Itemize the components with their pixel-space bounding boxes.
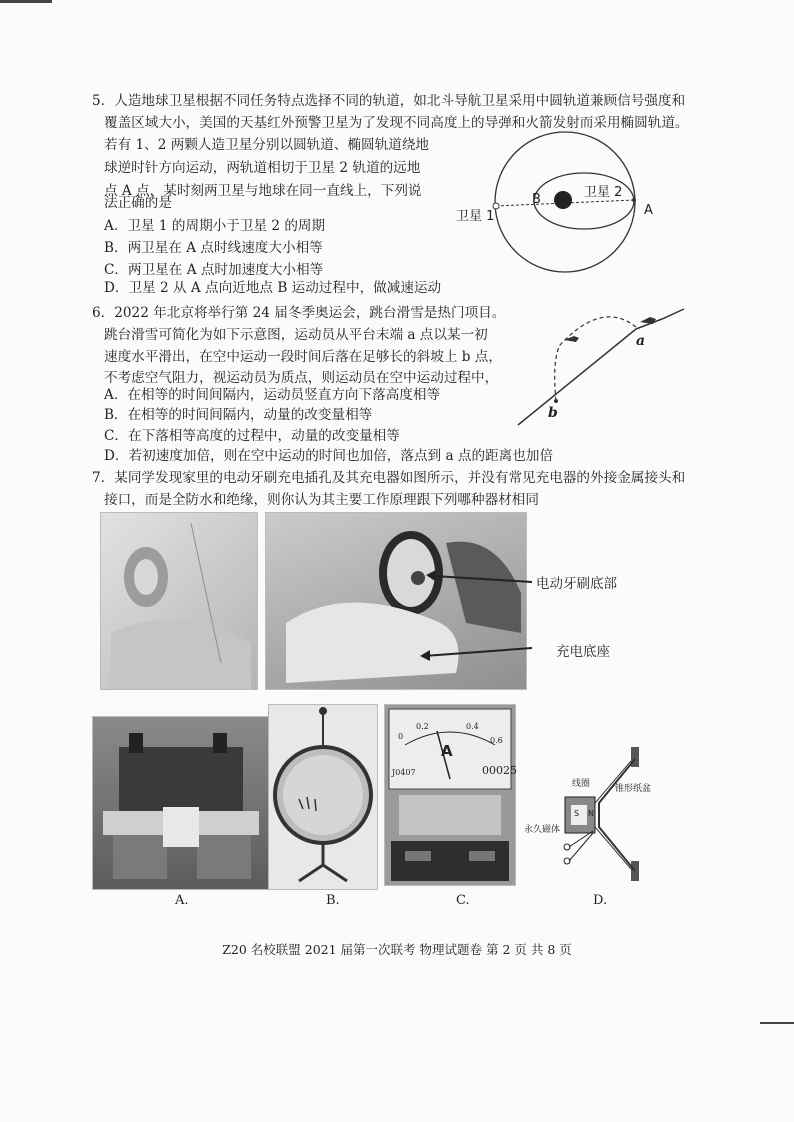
q5-line5: 点 A 点，某时刻两卫星与地球在同一直线上，下列说 <box>104 183 422 199</box>
toothbrush-photo <box>100 512 258 690</box>
trajectory <box>555 317 636 401</box>
q6-line4: 不考虑空气阻力，视运动员为质点，则运动员在空中运动过程中， <box>104 370 499 386</box>
choice-d-label: D. <box>593 893 608 908</box>
point-a-dot <box>632 198 636 202</box>
q5-line2: 覆盖区域大小，美国的天基红外预警卫星为了发现不同高度上的导弹和火箭发射而采用椭圆轨道。 <box>104 115 689 131</box>
choice-c-label: C. <box>456 893 470 908</box>
q5-line3: 若有 1、2 两颗人造卫星分别以圆轨道、椭圆轨道绕地 <box>104 137 430 153</box>
q6-option-c: C．在下落相等高度的过程中，动量的改变量相等 <box>104 428 400 444</box>
transformer-photo <box>92 716 270 890</box>
speaker-coil-label: 线圈 <box>572 779 591 789</box>
q5-option-a: A．卫星 1 的周期小于卫星 2 的周期 <box>104 218 326 234</box>
ammeter-tick-2: 0.4 <box>466 722 479 731</box>
point-b-dot <box>554 399 558 403</box>
electroscope-photo <box>268 704 378 890</box>
ammeter-tick-1: 0.2 <box>416 722 429 731</box>
sat2-label: 卫星 2 <box>584 185 623 200</box>
q5-option-d: D．卫星 2 从 A 点向近地点 B 运动过程中，做减速运动 <box>104 280 442 296</box>
slope-line <box>518 329 636 425</box>
ammeter-serial: 00025 <box>482 764 517 777</box>
point-a-label-ski: a <box>636 333 646 349</box>
q6-option-b: B．在相等的时间间隔内，动量的改变量相等 <box>104 407 373 423</box>
elliptical-orbit <box>534 173 634 229</box>
q6-option-d: D．若初速度加倍，则在空中运动的时间也加倍，落点到 a 点的距离也加倍 <box>104 448 554 464</box>
q5-line1: 5．人造地球卫星根据不同任务特点选择不同的轨道，如北斗导航卫星采用中圆轨道兼顾信号强度和 <box>92 93 686 109</box>
ammeter-photo <box>384 704 516 886</box>
label-charging-base: 充电底座 <box>556 644 610 660</box>
point-b-label: B <box>532 192 541 207</box>
skier-top-icon <box>640 317 656 324</box>
earth <box>554 191 572 209</box>
q6-option-a: A．在相等的时间间隔内，运动员竖直方向下落高度相等 <box>104 387 441 403</box>
speaker-cone-label: 锥形纸盆 <box>615 784 652 794</box>
ammeter-tick-0: 0 <box>398 732 404 741</box>
speaker-s: S <box>574 809 580 818</box>
ammeter-letter: A <box>441 742 453 760</box>
q5-option-b: B．两卫星在 A 点时线速度大小相等 <box>104 240 323 256</box>
ammeter-code: J0407 <box>392 768 416 777</box>
point-b-label-ski: b <box>548 405 558 421</box>
sat1-label: 卫星 1 <box>456 209 495 224</box>
q5-line6: 法正确的是 <box>104 195 172 211</box>
speaker-n: N <box>588 809 594 818</box>
speaker-magnet-label: 永久磁体 <box>524 825 561 835</box>
q6-line2: 跳台滑雪可简化为如下示意图，运动员从平台末端 a 点以某一初 <box>104 327 488 343</box>
point-a-label: A <box>644 203 653 218</box>
scan-edge-top <box>0 0 52 3</box>
speaker-diagram <box>555 745 655 885</box>
q5-option-c: C．两卫星在 A 点时加速度大小相等 <box>104 262 324 278</box>
ski-jump-diagram <box>512 305 692 430</box>
choice-a-label: A. <box>175 893 189 908</box>
q6-line3: 速度水平滑出，在空中运动一段时间后落在足够长的斜坡上 b 点， <box>104 349 502 365</box>
platform-line <box>636 309 684 329</box>
q6-line1: 6．2022 年北京将举行第 24 届冬季奥运会，跳台滑雪是热门项目。 <box>92 305 506 321</box>
q7-line1: 7．某同学发现家里的电动牙刷充电插孔及其充电器如图所示，并没有常见充电器的外接金属接头和 <box>92 470 686 486</box>
label-toothbrush-bottom: 电动牙刷底部 <box>536 576 617 592</box>
photo-arrows <box>420 560 540 670</box>
q5-line4: 球逆时针方向运动，两轨道相切于卫星 2 轨道的远地 <box>104 160 421 176</box>
orbit-diagram <box>450 128 670 278</box>
ammeter-tick-3: 0.6 <box>490 736 503 745</box>
scan-edge-right <box>760 1022 794 1024</box>
page-footer: Z20 名校联盟 2021 届第一次联考 物理试题卷 第 2 页 共 8 页 <box>222 942 572 957</box>
choice-b-label: B. <box>326 893 340 908</box>
q7-line2: 接口，而是全防水和绝缘，则你认为其主要工作原理跟下列哪种器材相同 <box>104 492 539 508</box>
